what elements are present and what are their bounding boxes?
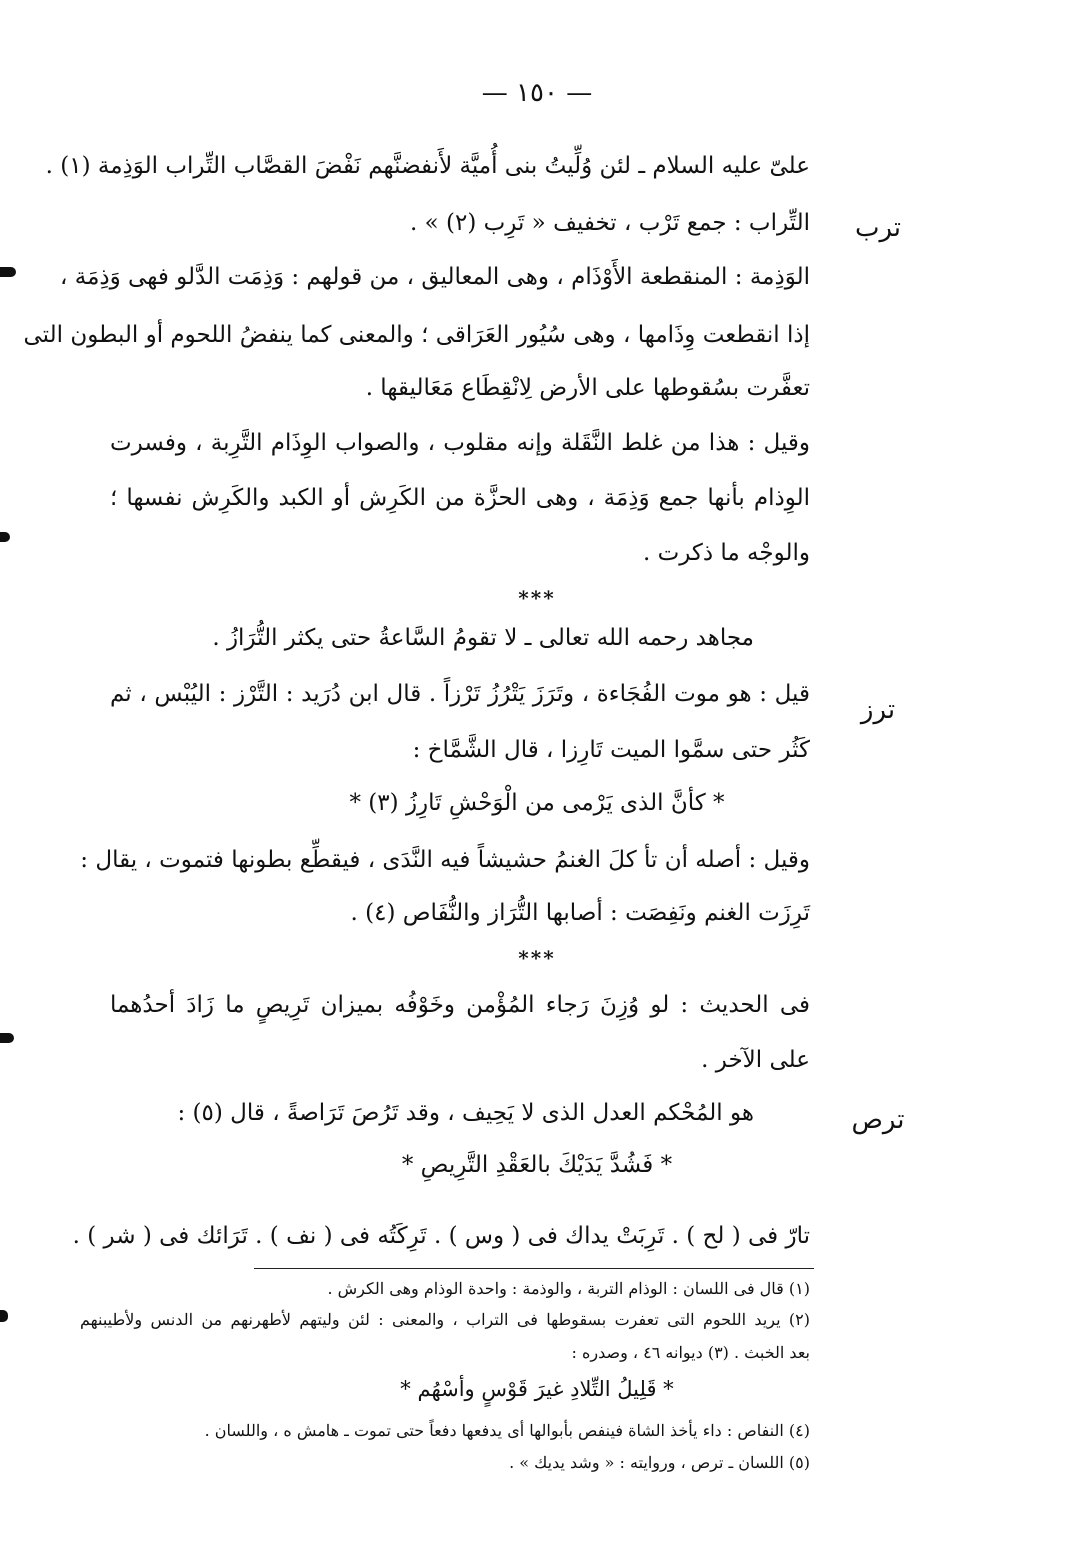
footnote: (٥) اللسان ـ ترص ، وروايته : « وشد يديك » . (509, 1453, 810, 1472)
verse-line: * فَشُدَّ يَدَيْكَ بالعَقْدِ التَّرِيصِ * (401, 1152, 673, 1178)
page-number: — ١٥٠ — (481, 78, 593, 108)
verse-line: * كأنَّ الذى يَرْمى من الْوَحْشِ تَارِزُ (٣) * (349, 790, 725, 816)
body-line: تعفَّرت بسُقوطها على الأرض لِانْقِطَاع مَعَاليقها . (365, 375, 810, 401)
body-line: إذا انقطعت وِذَامها ، وهى سُيُور العَرَاقى ؛ والمعنى كما ينفضُ اللحوم أو البطون التى (23, 322, 810, 348)
footnote-verse: * قَلِيلُ التِّلادِ غيرَ قَوْسٍ وأسْهُم * (400, 1377, 674, 1401)
footnote: بعد الخبث . (٣) ديوانه ٤٦ ، وصدره : (571, 1343, 810, 1362)
margin-headword-tarb: ترب (854, 213, 902, 243)
footnote: (٤) النفاص : داء يأخذ الشاة فينفص بأبوالها أى يدفعها دفعاً حتى تموت ـ هامش ه ، واللسان . (204, 1421, 810, 1440)
margin-headword-tarz: ترز (860, 695, 896, 725)
margin-mark (0, 1033, 14, 1043)
margin-mark (0, 532, 10, 542)
body-line: التِّراب : جمع تَرْب ، تخفيف « تَرِب (٢) » . (410, 210, 810, 236)
body-line: وقيل : هذا من غلط النَّقَلة وإنه مقلوب ، والصواب الوِذَام التَّرِبة ، وفسرت (110, 430, 810, 456)
body-line: وقيل : أصله أن تأ كلَ الغنمُ حشيشاً فيه النَّدَى ، فيقطِّع بطونها فتموت ، يقال : (80, 847, 810, 873)
margin-mark (0, 1310, 8, 1322)
margin-headword-taras: ترص (851, 1105, 905, 1135)
body-line: قيل : هو موت الفُجَاءة ، وتَرَزَ يَتْرُزُ تَرْزاً . قال ابن دُرَيد : التَّرْز : اليُبْس ، ثم (110, 681, 810, 707)
body-line: الوَذِمة : المنقطعة الأَوْذَام ، وهى المعاليق ، من قولهم : وَذِمَت الدَّلو فهى وَذِمَة ، (60, 264, 810, 290)
body-line: هو المُحْكم العدل الذى لا يَحِيف ، وقد تَرُصَ تَرَاصةً ، قال (٥) : (177, 1100, 754, 1126)
body-line: على الآخر . (701, 1047, 810, 1073)
body-line: تَرِزَت الغنم ونَفِصَت : أصابها التُّرَاز والنُّفَاص (٤) . (350, 900, 810, 926)
body-line: الوِذام بأنها جمع وَذِمَة ، وهى الحزَّة من الكَرِش أو الكبد والكَرِش نفسها ؛ (110, 485, 810, 511)
body-line: والوجْه ما ذكرت . (642, 540, 810, 566)
body-line: مجاهد رحمه الله تعالى ـ لا تقومُ السَّاعةُ حتى يكثر التُّرَازُ . (212, 625, 754, 651)
footnote: (١) قال فى اللسان : الوذام التربة ، والوذمة : واحدة الوذام وهى الكرش . (327, 1279, 810, 1298)
body-line: فى الحديث : لو وُزِنَ رَجاء المُؤْمن وخَوْفُه بميزان تَرِيصٍ ما زَادَ أحدُهما (110, 992, 810, 1018)
body-line: كَثُر حتى سمَّوا الميت تَارِزا ، قال الشَّمَّاخ : (412, 737, 810, 763)
section-separator: *** (518, 946, 556, 970)
cross-reference-line: تارّ فى ( لح ) . تَرِبَتْ يداك فى ( وس ) . تَرِكَتُه فى ( نف ) . تَرَائك فى ( شر ) . (72, 1223, 810, 1249)
section-separator: *** (518, 586, 556, 610)
footnote-divider (254, 1268, 814, 1269)
body-line: علىّ عليه السلام ـ لئن وُلِّيتُ بنى أُميَّة لأَنفضنَّهم نَفْضَ القصَّاب التِّراب الوَذِمة (١) . (45, 153, 810, 179)
footnote: (٢) يريد اللحوم التى تعفرت بسقوطها فى التراب ، والمعنى : لئن وليتهم لأطهرنهم من الدنس ولأطيبنهم (80, 1310, 810, 1329)
margin-mark (0, 267, 16, 277)
